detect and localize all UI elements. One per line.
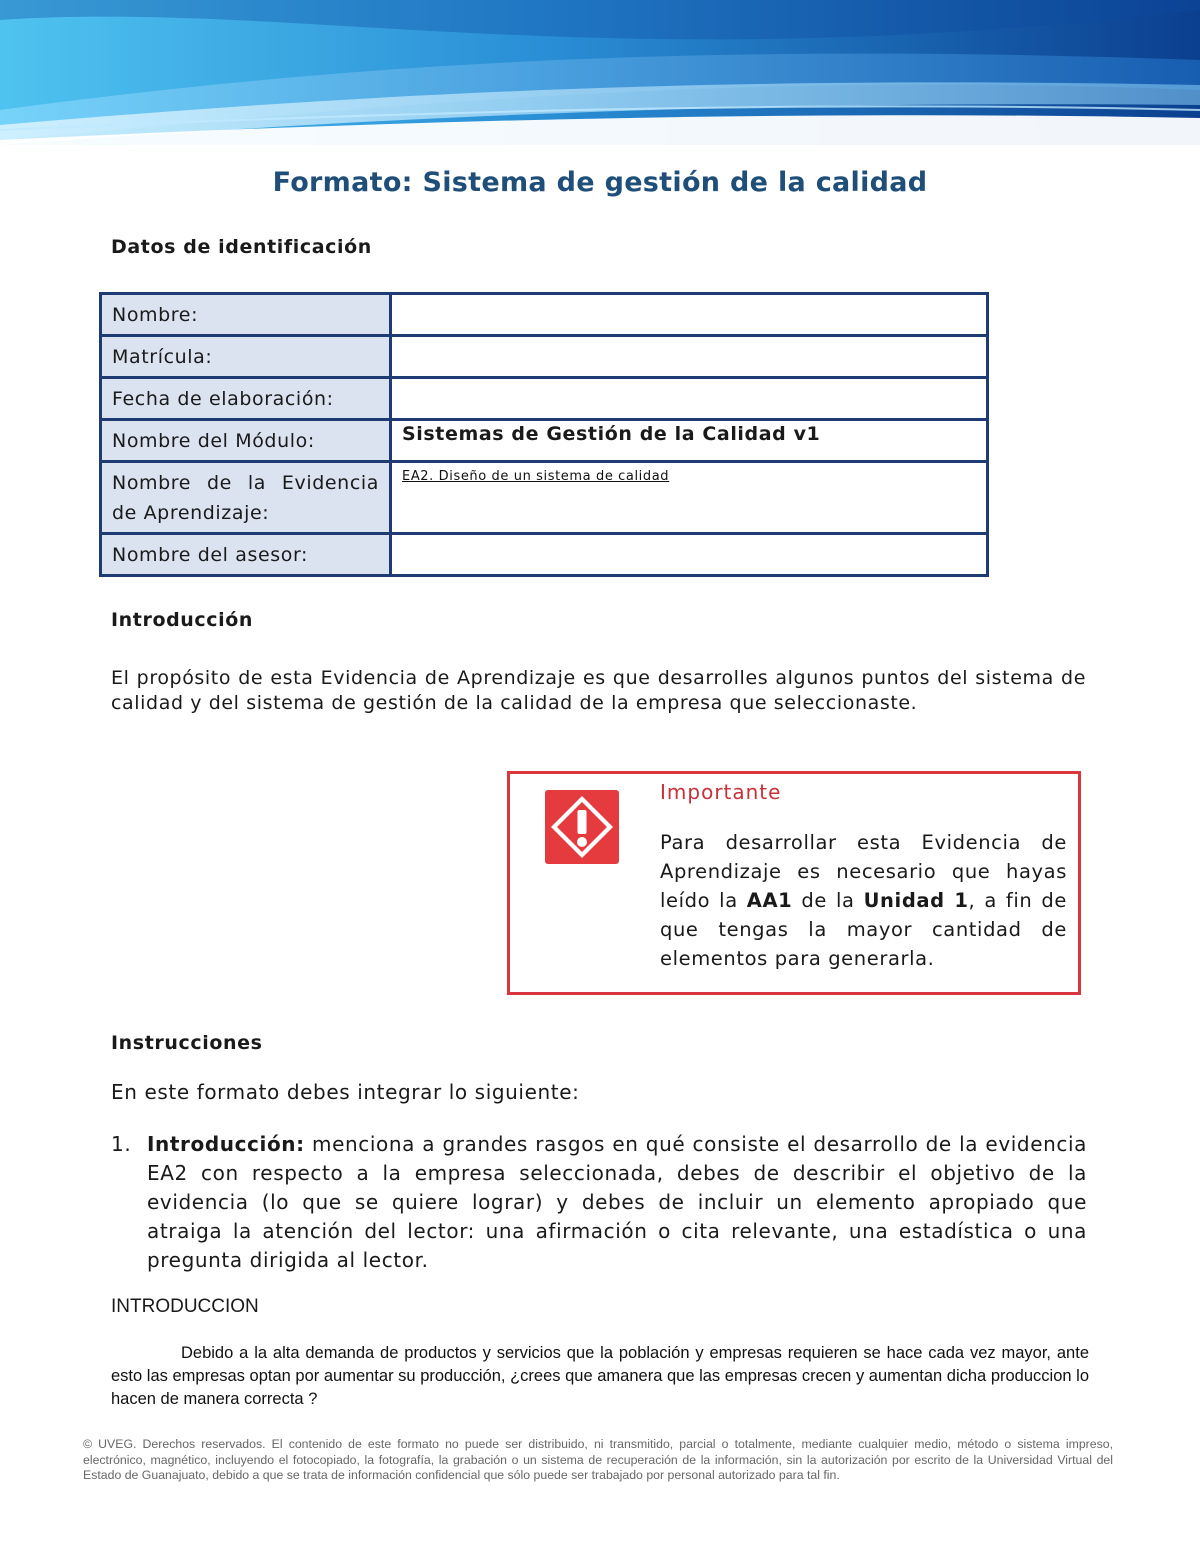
table-row bbox=[101, 336, 988, 378]
important-text: Para desarrollar esta Evidencia de Aprendizaje es necesario que hayas leído la AA1 de la Unidad 1, a fin de que tengas la mayor cantidad de elementos para generarla. bbox=[660, 831, 1067, 970]
row-label-fecha: Fecha de elaboración: bbox=[101, 378, 391, 420]
table-row bbox=[101, 534, 988, 576]
student-intro-caption: INTRODUCCION bbox=[111, 1296, 259, 1317]
row-value-matricula[interactable] bbox=[391, 336, 988, 378]
row-value-evidencia bbox=[391, 462, 988, 534]
identification-table bbox=[99, 292, 989, 577]
page-title: Formato: Sistema de gestión de la calidad bbox=[272, 167, 928, 198]
identification-heading: Datos de identificación bbox=[111, 236, 372, 258]
introduction-paragraph: El propósito de esta Evidencia de Aprendizaje es que desarrolles algunos puntos del sistema de calidad y del sistema de gestión de la calidad de la empresa que seleccionaste. bbox=[111, 667, 1086, 714]
header-banner bbox=[0, 0, 1200, 145]
row-value-nombre[interactable] bbox=[391, 294, 988, 336]
table-row bbox=[101, 462, 988, 534]
row-value-fecha[interactable] bbox=[391, 378, 988, 420]
row-label-evidencia: Nombre de la Evidencia de Aprendizaje: bbox=[101, 462, 391, 534]
row-value-modulo[interactable]: Sistemas de Gestión de la Calidad v1 bbox=[391, 420, 988, 462]
introduction-heading: Introducción bbox=[111, 609, 254, 631]
important-title: Importante bbox=[660, 780, 782, 804]
row-label-nombre: Nombre: bbox=[101, 294, 391, 336]
row-label-modulo: Nombre del Módulo: bbox=[101, 420, 391, 462]
instructions-lead: En este formato debes integrar lo siguiente: bbox=[111, 1080, 580, 1104]
table-row bbox=[101, 420, 988, 462]
list-item bbox=[111, 1130, 1087, 1275]
copyright-footer: © UVEG. Derechos reservados. El contenido de este formato no puede ser distribuido, ni transmitido, parcial o totalmente, mediante cualquier medio, método o sistema impreso, electrónico, magnético, incluyendo el fotocopiado, la fotografía, la grabación o un sistema de recuperación de la información, sin la autorización por escrito de la Universidad Virtual del Estado de Guanajuato, debido a que se trata de información confidencial que sólo puede ser trabajado por personal autorizado para tal fin. bbox=[83, 1437, 1113, 1482]
evidence-link[interactable]: EA2. Diseño de un sistema de calidad bbox=[402, 469, 670, 484]
important-callout bbox=[507, 771, 1081, 995]
row-label-matricula: Matrícula: bbox=[101, 336, 391, 378]
student-intro-text: Debido a la alta demanda de productos y servicios que la población y empresas requieren se hace cada vez mayor, ante esto las empresas optan por aumentar su producción, ¿crees que amanera que las empresas crecen y aumentan dicha produccion lo hacen de manera correcta ? bbox=[111, 1344, 1089, 1408]
list-number: 1. bbox=[111, 1132, 132, 1156]
table-row bbox=[101, 294, 988, 336]
instructions-heading: Instrucciones bbox=[111, 1032, 263, 1054]
table-row bbox=[101, 378, 988, 420]
list-body: Introducción: menciona a grandes rasgos en qué consiste el desarrollo de la evidencia EA2 con respecto a la empresa seleccionada, debes de describir el objetivo de la evidencia (lo que se quiere lograr) y debes de incluir un elemento apropiado que atraiga la atención del lector: una afirmación o cita relevante, una estadística o una pregunta dirigida al lector. bbox=[147, 1132, 1087, 1272]
row-label-asesor: Nombre del asesor: bbox=[101, 534, 391, 576]
warning-icon bbox=[545, 790, 619, 864]
row-value-asesor[interactable] bbox=[391, 534, 988, 576]
